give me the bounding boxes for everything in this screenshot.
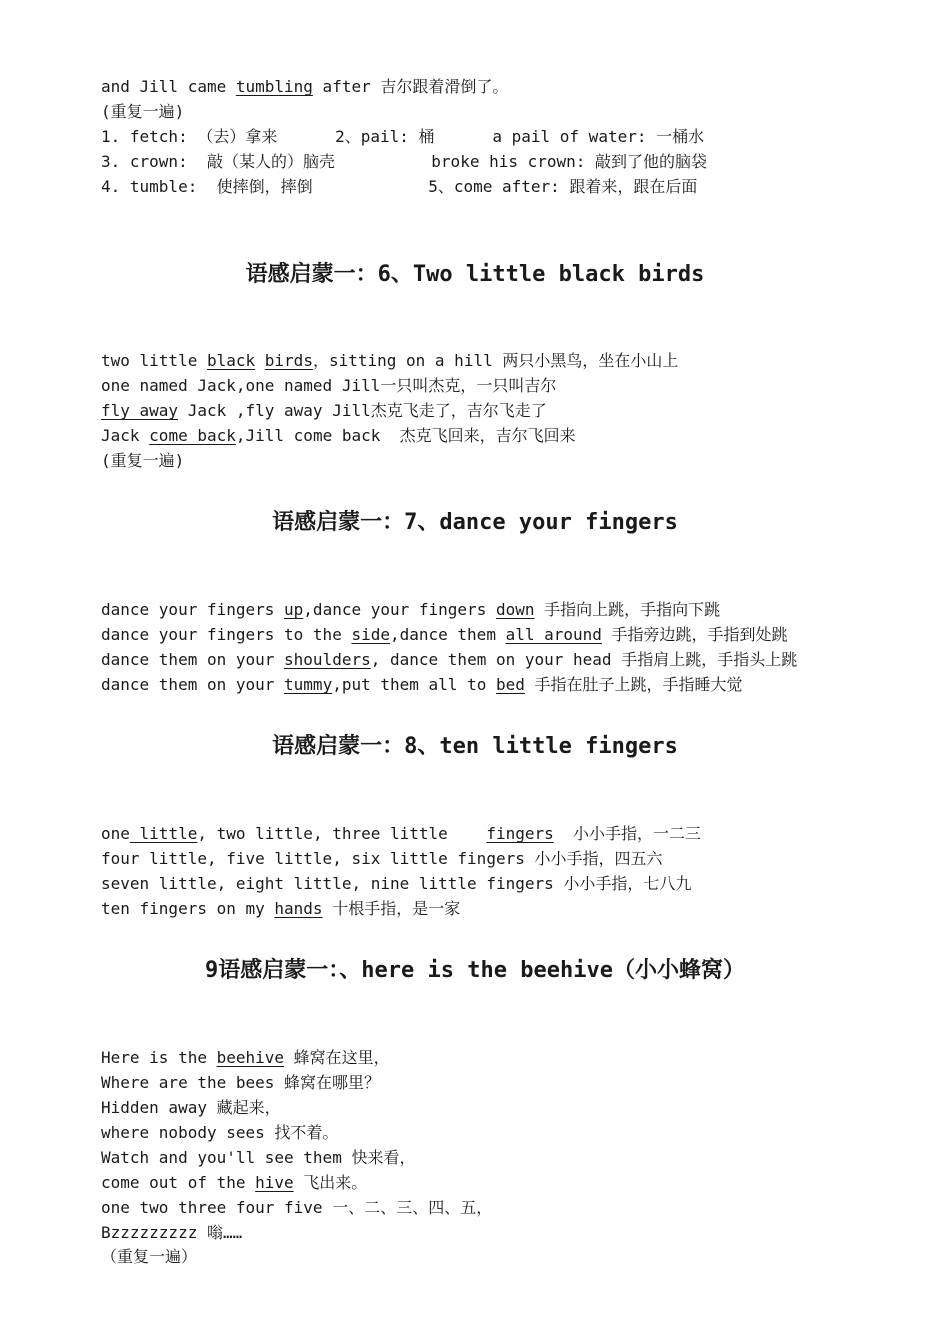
text-segment: ，sitting on a hill 两只小黑鸟，坐在小山上 [312,351,679,370]
text-segment: ten fingers on my [101,899,275,918]
underlined-word: side [351,625,390,644]
text-line: seven little, eight little, nine little fingers 小小手指，七八九 [101,874,692,893]
vocab-line: 1. fetch: （去）拿来 2、pail: 桶 a pail of water: 一桶水 [101,127,705,146]
underlined-word: tumbling [235,77,313,96]
text-segment: 小小手指，一二三 [553,824,702,843]
section-heading: 语感启蒙一：8、ten little fingers [272,734,678,759]
text-segment [255,351,265,370]
text-line [101,1172,367,1194]
text-line: one named Jack,one named Jill一只叫杰克，一只叫吉尔 [101,376,557,395]
text-segment: Jack [101,426,150,445]
underlined-word: fly away [101,401,179,420]
text-line [101,1047,390,1069]
underlined-word: hive [255,1173,294,1192]
text-line [101,823,701,845]
vocab-line: 4. tumble: 使摔倒，摔倒 5、come after: 跟着来，跟在后面 [101,177,698,196]
underlined-word: bed [495,675,525,694]
text-line: four little, five little, six little fingers 小小手指，四五六 [101,849,663,868]
text-segment: dance them on your [101,675,285,694]
text-line: Watch and you'll see them 快来看， [101,1148,416,1167]
underlined-word: tummy [284,675,333,694]
text-segment: ,Jill come back 杰克飞回来，吉尔飞回来 [235,426,576,445]
text-line [101,898,460,920]
text-line [101,400,547,422]
text-segment: , two little, three little [197,824,487,843]
text-line: Hidden away 藏起来， [101,1098,281,1117]
text-line [101,624,788,646]
text-line: Bzzzzzzzzz 嗡…… [101,1223,243,1242]
text-segment: dance your fingers to the [101,625,352,644]
underlined-word: all around [505,625,602,644]
section-heading: 语感启蒙一：7、dance your fingers [272,510,678,535]
text-line: (重复一遍) [101,451,185,470]
underlined-word: fingers [486,824,554,843]
text-segment: ,dance them [389,625,506,644]
text-segment: dance them on your [101,650,285,669]
text-segment: 手指旁边跳，手指到处跳 [601,625,788,644]
underlined-word: come back [149,426,236,445]
text-segment: 飞出来。 [293,1173,368,1192]
text-line [101,649,797,671]
text-segment: 手指在肚子上跳，手指睡大觉 [524,675,743,694]
text-line: （重复一遍） [101,1247,198,1266]
text-line: Where are the bees 蜂窝在哪里？ [101,1073,381,1092]
underlined-word: up [284,600,304,619]
text-line [101,599,720,621]
text-line: one two three four five 一、二、三、四、五， [101,1198,493,1217]
text-segment: 十根手指，是一家 [322,899,461,918]
vocab-line: 3. crown: 敲（某人的）脑壳 broke his crown: 敲到了他的脑袋 [101,152,708,171]
text-segment: 手指向上跳，手指向下跳 [534,600,721,619]
section-heading: 9语感启蒙一：、here is the beehive（小小蜂窝） [205,958,745,983]
underlined-word: hands [274,899,323,918]
text-segment: two little [101,351,207,370]
underlined-word: black [206,351,256,370]
text-line: where nobody sees 找不着。 [101,1123,339,1142]
text-segment: Here is the [101,1048,217,1067]
text-segment: ,put them all to [332,675,496,694]
text-segment: after 吉尔跟着滑倒了。 [312,77,509,96]
text-line [101,76,508,98]
underlined-word: birds [264,351,313,370]
text-segment: Jack ,fly away Jill杰克飞走了，吉尔飞走了 [178,401,547,420]
underlined-word: beehive [216,1048,285,1067]
underlined-word: shoulders [284,650,371,669]
text-line [101,425,576,447]
text-segment: one [101,824,130,843]
underlined-word: down [495,600,535,619]
text-line [101,674,743,696]
underlined-word: little [129,824,198,843]
text-segment: dance your fingers [101,600,285,619]
text-line: (重复一遍) [101,102,185,121]
text-segment: come out of the [101,1173,256,1192]
text-segment: ,dance your fingers [303,600,496,619]
text-segment: 蜂窝在这里， [284,1048,390,1067]
section-heading: 语感启蒙一：6、Two little black birds [245,262,705,287]
text-segment: and Jill came [101,77,236,96]
text-line [101,350,678,372]
text-segment: , dance them on your head 手指肩上跳，手指头上跳 [370,650,798,669]
